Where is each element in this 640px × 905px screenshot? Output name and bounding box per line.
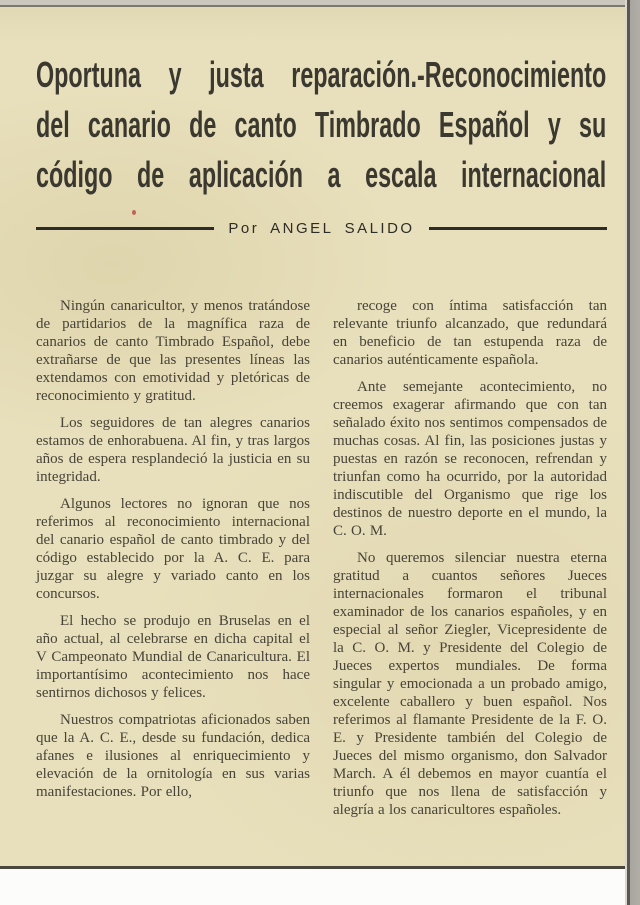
article-columns xyxy=(36,297,607,828)
paragraph: Ante semejante acontecimiento, no creemos exagerar afirmando que con tan señalado éxito nos sentimos compensados de muchas cosas. Al fin, las posiciones justas y puestas en razón se reconocen, refrendan y triunfan como ha ocurrido, por la autoridad indiscutible del Organismo que rige los destinos de nuestro deporte en el mundo, la C. O. M. xyxy=(333,379,607,539)
paragraph: Ningún canaricultor, y menos tratándose de partidarios de la magnífica raza de canarios de canto Timbrado Español, debe extrañarse de que las presentes líneas las extendamos con emotividad y pletóricas de reconocimiento y gratitud. xyxy=(36,298,310,404)
column-right xyxy=(333,297,607,828)
article xyxy=(36,7,607,828)
byline-rule-right xyxy=(429,227,607,230)
headline-line-1: Oportuna y justa reparación.-Reconocimiento xyxy=(36,54,607,95)
headline-line-2: del canario de canto Timbrado Español y su xyxy=(36,104,607,145)
byline-rule-left xyxy=(36,227,214,230)
byline-author: Por ANGEL SALIDO xyxy=(228,219,415,237)
paragraph: recoge con íntima satisfacción tan relevante triunfo alcanzado, que redundará en beneficio de tan estupenda raza de canarios auténticamente española. xyxy=(333,298,607,368)
article-headline xyxy=(36,51,607,201)
column-left xyxy=(36,297,310,828)
scan-right-edge xyxy=(625,0,640,905)
byline-row xyxy=(36,217,607,239)
scan-top-edge xyxy=(0,0,640,7)
headline-line-3: código de aplicación a escala internacional xyxy=(36,154,607,195)
magazine-page xyxy=(0,7,625,869)
paragraph: Los seguidores de tan alegres canarios estamos de enhorabuena. Al fin, y tras largos años de espera resplandeció la justicia en su integridad. xyxy=(36,415,310,485)
paragraph: El hecho se produjo en Bruselas en el año actual, al celebrarse en dicha capital el V Campeonato Mundial de Canaricultura. El importantísimo acontecimiento nos hace sentirnos dichosos y felices. xyxy=(36,613,310,701)
paragraph: No queremos silenciar nuestra eterna gratitud a cuantos señores Jueces internacionales formaron el tribunal examinador de los canarios españoles, y en especial al señor Ziegler, Vicepresidente de la C. O. M. y Presidente del Colegio de Jueces expertos mundiales. De forma singular y emocionada a un probado amigo, excelente caballero y buen español. Nos referimos al flamante Presidente de la F. O. E. y Presidente también del Colegio de Jueces del mismo organismo, don Salvador March. A él debemos en mayor cuantía el triunfo que nos llena de satisfacción y alegría a los canaricultores españoles. xyxy=(333,550,607,818)
paragraph: Algunos lectores no ignoran que nos referimos al reconocimiento internacional del canario español de canto timbrado y del código establecido por la A. C. E. para juzgar su alegre y variado canto en los concursos. xyxy=(36,496,310,602)
paragraph: Nuestros compatriotas aficionados saben que la A. C. E., desde su fundación, dedica afanes e ilusiones al enriquecimiento y elevación de la ornitología en sus varias manifestaciones. Por ello, xyxy=(36,712,310,800)
